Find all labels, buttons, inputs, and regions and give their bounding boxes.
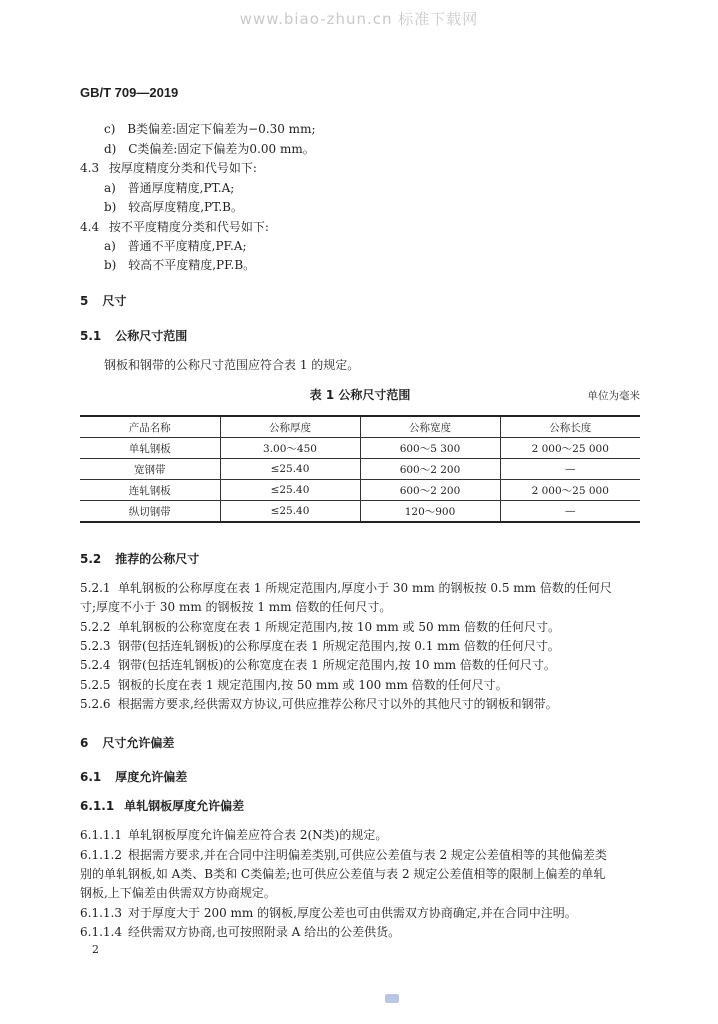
clause-4-4: 4.4 按不平度精度分类和代号如下: xyxy=(80,220,269,234)
table-cell: 宽钢带 xyxy=(80,459,220,480)
table-caption: 表 1 公称尺寸范围 xyxy=(309,388,411,402)
table-cell: 单轧钢板 xyxy=(80,438,220,459)
table-row xyxy=(80,459,640,480)
clause-6-1-1-2-continued: 钢板,上下偏差由供需双方协商规定。 xyxy=(80,886,276,900)
table-unit: 单位为毫米 xyxy=(587,390,640,402)
page-number: 2 xyxy=(92,943,99,956)
table-cell: 2 000～25 000 xyxy=(500,438,640,459)
table-header: 公称长度 xyxy=(500,416,640,438)
list-item: d) C类偏差:固定下偏差为0.00 mm。 xyxy=(104,142,315,156)
table-row xyxy=(80,501,640,523)
table-cell: 2 000～25 000 xyxy=(500,480,640,501)
list-item: c) B类偏差:固定下偏差为−0.30 mm; xyxy=(104,122,316,136)
table-header: 公称宽度 xyxy=(360,416,500,438)
table-cell: 600～2 200 xyxy=(360,459,500,480)
clause-5-2-1: 5.2.1 单轧钢板的公称厚度在表 1 所规定范围内,厚度小于 30 mm 的钢板按 0.5 mm 倍数的任何尺 xyxy=(80,581,612,595)
list-item: a) 普通不平度精度,PF.A; xyxy=(104,239,247,253)
table-cell: — xyxy=(500,459,640,480)
table-row xyxy=(80,438,640,459)
clause-6-1-1-4: 6.1.1.4 经供需双方协商,也可按照附录 A 给出的公差供货。 xyxy=(80,925,401,939)
table-cell: 600～2 200 xyxy=(360,480,500,501)
table-header: 产品名称 xyxy=(80,416,220,438)
clause-6-1-1-2: 6.1.1.2 根据需方要求,并在合同中注明偏差类别,可供应公差值与表 2 规定公差值相等的其他偏差类 xyxy=(80,848,607,862)
list-item: a) 普通厚度精度,PT.A; xyxy=(104,181,235,195)
watermark: www.biao-zhun.cn 标准下载网 xyxy=(239,10,479,28)
table-cell: 连轧钢板 xyxy=(80,480,220,501)
clause-5-2-3: 5.2.3 钢带(包括连轧钢板)的公称厚度在表 1 所规定范围内,按 0.1 mm 倍数的任何尺寸。 xyxy=(80,639,560,653)
table-cell: 纵切钢带 xyxy=(80,501,220,523)
dimension-table xyxy=(80,415,640,523)
table-cell: 120～900 xyxy=(360,501,500,523)
publisher-logo-icon xyxy=(385,994,399,1003)
table-cell: ≤25.40 xyxy=(220,459,360,480)
table-cell: ≤25.40 xyxy=(220,501,360,523)
section-6-heading: 6 尺寸允许偏差 xyxy=(80,736,175,750)
clause-5-2-2: 5.2.2 单轧钢板的公称宽度在表 1 所规定范围内,按 10 mm 或 50 mm 倍数的任何尺寸。 xyxy=(80,620,561,634)
table-row xyxy=(80,480,640,501)
section-5-heading: 5 尺寸 xyxy=(80,294,127,308)
clause-5-2-1-continued: 寸;厚度不小于 30 mm 的钢板按 1 mm 倍数的任何尺寸。 xyxy=(80,600,392,614)
clause-6-1-1-3: 6.1.1.3 对于厚度大于 200 mm 的钢板,厚度公差也可由供需双方协商确定,并在合同中注明。 xyxy=(80,906,577,920)
table-cell: ≤25.40 xyxy=(220,480,360,501)
paragraph: 钢板和钢带的公称尺寸范围应符合表 1 的规定。 xyxy=(104,358,360,372)
section-6-1-1-heading: 6.1.1 单轧钢板厚度允许偏差 xyxy=(80,799,245,813)
section-5-1-heading: 5.1 公称尺寸范围 xyxy=(80,329,188,343)
clause-6-1-1-1: 6.1.1.1 单轧钢板厚度允许偏差应符合表 2(N类)的规定。 xyxy=(80,828,388,842)
section-5-2-heading: 5.2 推荐的公称尺寸 xyxy=(80,552,200,566)
clause-5-2-4: 5.2.4 钢带(包括连轧钢板)的公称宽度在表 1 所规定范围内,按 10 mm 倍数的任何尺寸。 xyxy=(80,658,556,672)
table-header-row xyxy=(80,416,640,438)
list-item: b) 较高不平度精度,PF.B。 xyxy=(104,258,256,272)
clause-4-3: 4.3 按厚度精度分类和代号如下: xyxy=(80,161,257,175)
section-6-1-heading: 6.1 厚度允许偏差 xyxy=(80,770,188,784)
document-id: GB/T 709—2019 xyxy=(80,85,179,100)
clause-5-2-5: 5.2.5 钢板的长度在表 1 规定范围内,按 50 mm 或 100 mm 倍数的任何尺寸。 xyxy=(80,678,508,692)
clause-5-2-6: 5.2.6 根据需方要求,经供需双方协议,可供应推荐公称尺寸以外的其他尺寸的钢板和钢带。 xyxy=(80,697,558,711)
clause-6-1-1-2-continued: 别的单轧钢板,如 A类、B类和 C类偏差;也可供应公差值与表 2 规定公差值相等的限制上偏差的单轧 xyxy=(80,867,606,881)
table-header: 公称厚度 xyxy=(220,416,360,438)
table-cell: — xyxy=(500,501,640,523)
table-cell: 3.00～450 xyxy=(220,438,360,459)
table-cell: 600～5 300 xyxy=(360,438,500,459)
list-item: b) 较高厚度精度,PT.B。 xyxy=(104,200,243,214)
